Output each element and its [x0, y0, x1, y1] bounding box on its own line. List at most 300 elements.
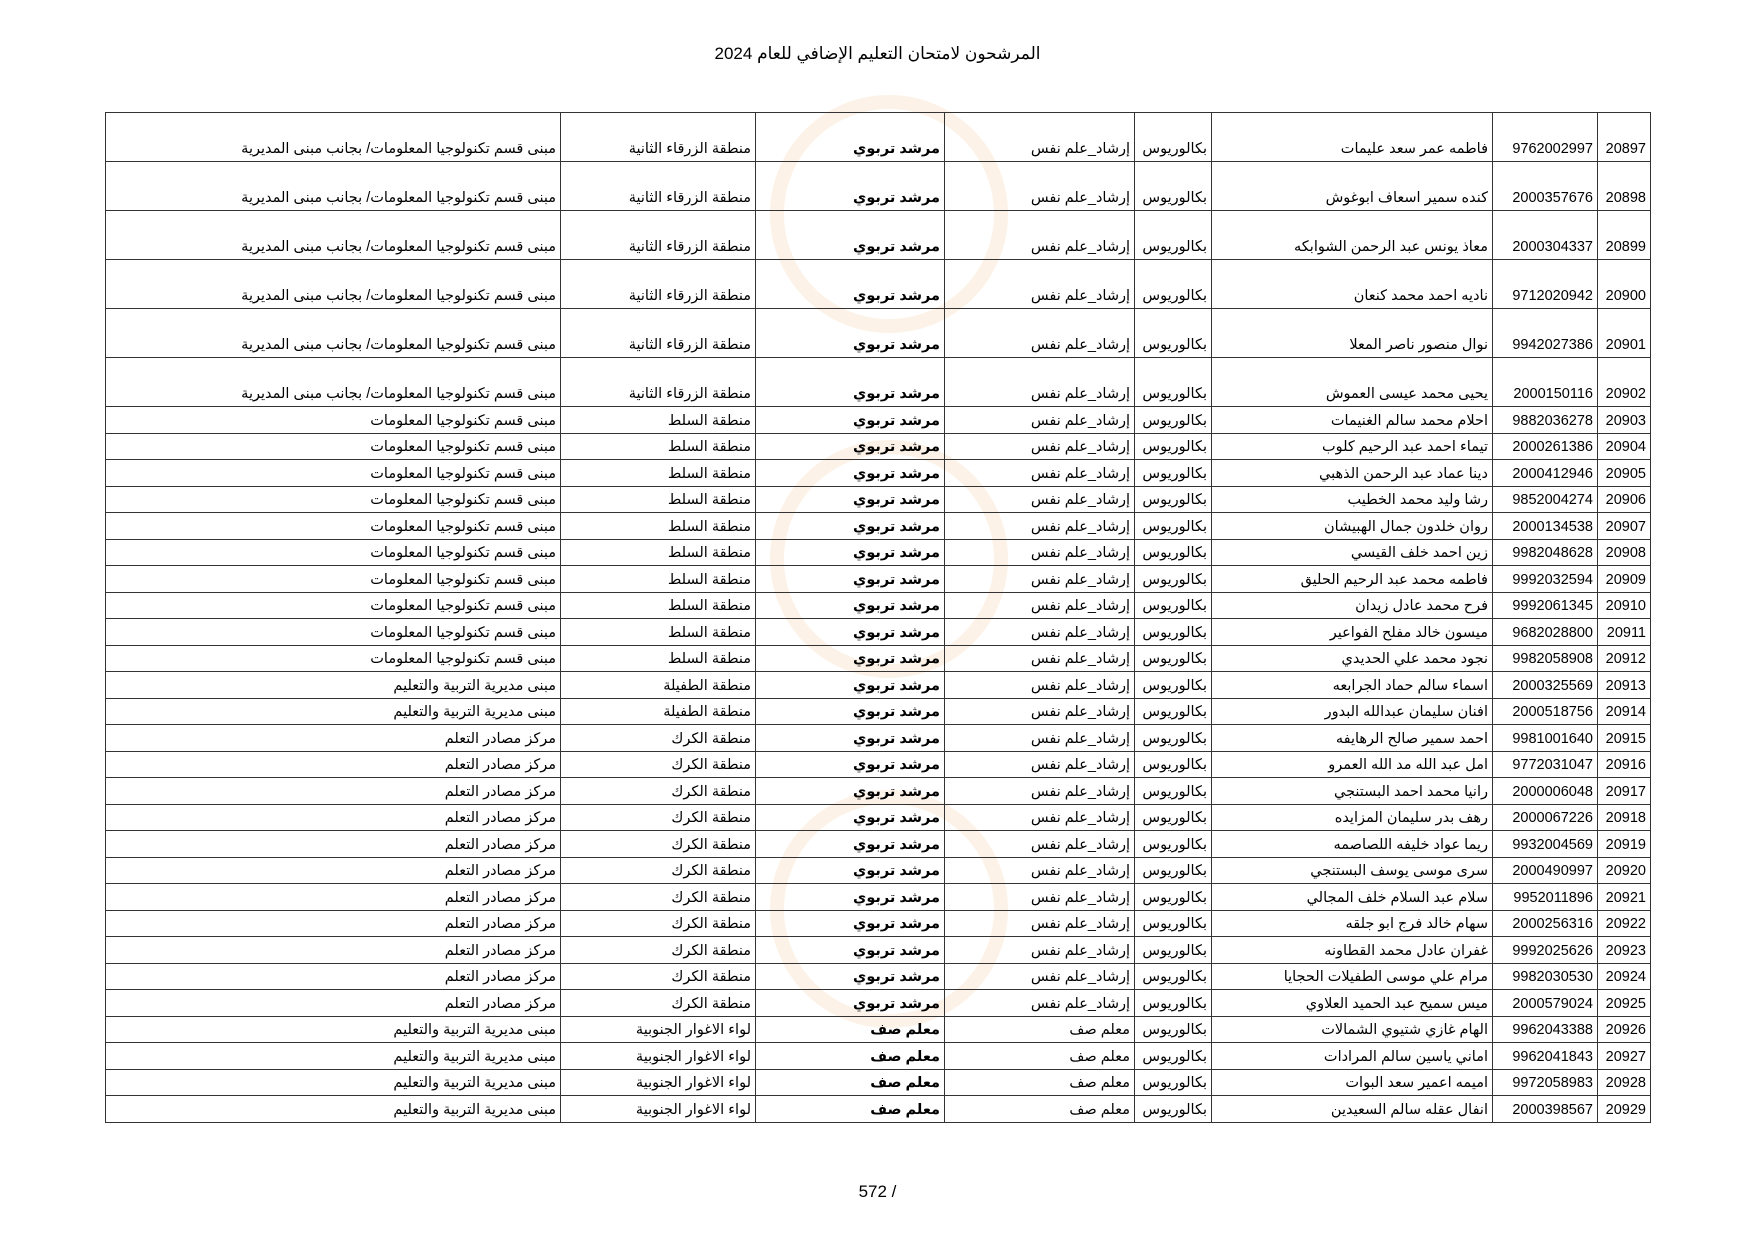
location-cell: مبنى قسم تكنولوجيا المعلومات: [106, 645, 561, 672]
table-row: [106, 857, 1651, 884]
seq-cell: 20925: [1598, 990, 1651, 1017]
name-cell: نوال منصور ناصر المعلا: [1212, 309, 1493, 358]
job-cell: مرشد تربوي: [756, 698, 945, 725]
location-cell: مبنى مديرية التربية والتعليم: [106, 1043, 561, 1070]
seq-cell: 20927: [1598, 1043, 1651, 1070]
national-id-cell: 2000256316: [1493, 910, 1598, 937]
degree-cell: بكالوريوس: [1135, 963, 1212, 990]
job-cell: مرشد تربوي: [756, 884, 945, 911]
national-id-cell: 9932004569: [1493, 831, 1598, 858]
name-cell: اماني ياسين سالم المرادات: [1212, 1043, 1493, 1070]
seq-cell: 20897: [1598, 113, 1651, 162]
location-cell: مبنى مديرية التربية والتعليم: [106, 1069, 561, 1096]
specialty-cell: إرشاد_علم نفس: [945, 113, 1135, 162]
national-id-cell: 2000412946: [1493, 460, 1598, 487]
name-cell: يحيى محمد عيسى العموش: [1212, 358, 1493, 407]
specialty-cell: معلم صف: [945, 1016, 1135, 1043]
name-cell: غفران عادل محمد القطاونه: [1212, 937, 1493, 964]
specialty-cell: إرشاد_علم نفس: [945, 778, 1135, 805]
job-cell: مرشد تربوي: [756, 162, 945, 211]
job-cell: معلم صف: [756, 1016, 945, 1043]
seq-cell: 20919: [1598, 831, 1651, 858]
location-cell: مبنى قسم تكنولوجيا المعلومات: [106, 619, 561, 646]
national-id-cell: 2000490997: [1493, 857, 1598, 884]
region-cell: منطقة الطفيلة: [561, 698, 756, 725]
table-row: [106, 831, 1651, 858]
location-cell: مبنى مديرية التربية والتعليم: [106, 672, 561, 699]
seq-cell: 20909: [1598, 566, 1651, 593]
table-row: [106, 592, 1651, 619]
location-cell: مبنى مديرية التربية والتعليم: [106, 698, 561, 725]
name-cell: ناديه احمد محمد كنعان: [1212, 260, 1493, 309]
specialty-cell: إرشاد_علم نفس: [945, 884, 1135, 911]
name-cell: تيماء احمد عبد الرحيم كلوب: [1212, 433, 1493, 460]
national-id-cell: 9852004274: [1493, 486, 1598, 513]
region-cell: منطقة الكرك: [561, 804, 756, 831]
seq-cell: 20916: [1598, 751, 1651, 778]
region-cell: منطقة الكرك: [561, 831, 756, 858]
degree-cell: بكالوريوس: [1135, 566, 1212, 593]
degree-cell: بكالوريوس: [1135, 910, 1212, 937]
national-id-cell: 2000006048: [1493, 778, 1598, 805]
job-cell: مرشد تربوي: [756, 645, 945, 672]
degree-cell: بكالوريوس: [1135, 990, 1212, 1017]
degree-cell: بكالوريوس: [1135, 778, 1212, 805]
seq-cell: 20900: [1598, 260, 1651, 309]
degree-cell: بكالوريوس: [1135, 698, 1212, 725]
name-cell: رهف بدر سليمان المزايده: [1212, 804, 1493, 831]
job-cell: معلم صف: [756, 1096, 945, 1123]
region-cell: منطقة الكرك: [561, 884, 756, 911]
location-cell: مبنى قسم تكنولوجيا المعلومات: [106, 460, 561, 487]
national-id-cell: 9962043388: [1493, 1016, 1598, 1043]
degree-cell: بكالوريوس: [1135, 433, 1212, 460]
location-cell: مركز مصادر التعلم: [106, 884, 561, 911]
job-cell: مرشد تربوي: [756, 539, 945, 566]
specialty-cell: معلم صف: [945, 1096, 1135, 1123]
seq-cell: 20926: [1598, 1016, 1651, 1043]
specialty-cell: إرشاد_علم نفس: [945, 407, 1135, 434]
specialty-cell: إرشاد_علم نفس: [945, 857, 1135, 884]
location-cell: مبنى قسم تكنولوجيا المعلومات/ بجانب مبنى المديرية: [106, 113, 561, 162]
job-cell: مرشد تربوي: [756, 963, 945, 990]
name-cell: ريما عواد خليفه اللصاصمه: [1212, 831, 1493, 858]
name-cell: نجود محمد علي الحديدي: [1212, 645, 1493, 672]
region-cell: منطقة الزرقاء الثانية: [561, 211, 756, 260]
specialty-cell: إرشاد_علم نفس: [945, 309, 1135, 358]
seq-cell: 20913: [1598, 672, 1651, 699]
region-cell: لواء الاغوار الجنوبية: [561, 1069, 756, 1096]
location-cell: مركز مصادر التعلم: [106, 751, 561, 778]
seq-cell: 20922: [1598, 910, 1651, 937]
degree-cell: بكالوريوس: [1135, 831, 1212, 858]
page-title: المرشحون لامتحان التعليم الإضافي للعام 2024: [714, 44, 1041, 63]
location-cell: مركز مصادر التعلم: [106, 857, 561, 884]
table-row: [106, 113, 1651, 162]
table-row: [106, 1069, 1651, 1096]
region-cell: منطقة الكرك: [561, 751, 756, 778]
location-cell: مركز مصادر التعلم: [106, 778, 561, 805]
degree-cell: بكالوريوس: [1135, 725, 1212, 752]
job-cell: مرشد تربوي: [756, 486, 945, 513]
location-cell: مبنى قسم تكنولوجيا المعلومات: [106, 566, 561, 593]
national-id-cell: 9992025626: [1493, 937, 1598, 964]
national-id-cell: 2000261386: [1493, 433, 1598, 460]
seq-cell: 20917: [1598, 778, 1651, 805]
region-cell: منطقة السلط: [561, 619, 756, 646]
seq-cell: 20901: [1598, 309, 1651, 358]
name-cell: رانيا محمد احمد البستنجي: [1212, 778, 1493, 805]
national-id-cell: 9982058908: [1493, 645, 1598, 672]
national-id-cell: 2000304337: [1493, 211, 1598, 260]
national-id-cell: 2000518756: [1493, 698, 1598, 725]
seq-cell: 20923: [1598, 937, 1651, 964]
specialty-cell: إرشاد_علم نفس: [945, 804, 1135, 831]
national-id-cell: 9772031047: [1493, 751, 1598, 778]
region-cell: منطقة السلط: [561, 592, 756, 619]
degree-cell: بكالوريوس: [1135, 211, 1212, 260]
table-row: [106, 1096, 1651, 1123]
national-id-cell: 9882036278: [1493, 407, 1598, 434]
name-cell: الهام غازي شتيوي الشمالات: [1212, 1016, 1493, 1043]
national-id-cell: 2000325569: [1493, 672, 1598, 699]
region-cell: منطقة السلط: [561, 460, 756, 487]
name-cell: زين احمد خلف القيسي: [1212, 539, 1493, 566]
region-cell: منطقة الكرك: [561, 725, 756, 752]
name-cell: انفال عقله سالم السعيدين: [1212, 1096, 1493, 1123]
specialty-cell: إرشاد_علم نفس: [945, 751, 1135, 778]
table-row: [106, 513, 1651, 540]
degree-cell: بكالوريوس: [1135, 1069, 1212, 1096]
job-cell: مرشد تربوي: [756, 592, 945, 619]
degree-cell: بكالوريوس: [1135, 592, 1212, 619]
seq-cell: 20905: [1598, 460, 1651, 487]
table-row: [106, 725, 1651, 752]
specialty-cell: إرشاد_علم نفس: [945, 672, 1135, 699]
degree-cell: بكالوريوس: [1135, 113, 1212, 162]
name-cell: اميمه اعمير سعد البوات: [1212, 1069, 1493, 1096]
location-cell: مبنى قسم تكنولوجيا المعلومات: [106, 539, 561, 566]
name-cell: سرى موسى يوسف البستنجي: [1212, 857, 1493, 884]
name-cell: ميسون خالد مفلح الفواعير: [1212, 619, 1493, 646]
seq-cell: 20918: [1598, 804, 1651, 831]
national-id-cell: 2000579024: [1493, 990, 1598, 1017]
specialty-cell: إرشاد_علم نفس: [945, 725, 1135, 752]
degree-cell: بكالوريوس: [1135, 1043, 1212, 1070]
table-row: [106, 884, 1651, 911]
page-number: 572 /: [858, 1182, 897, 1201]
degree-cell: بكالوريوس: [1135, 645, 1212, 672]
job-cell: مرشد تربوي: [756, 433, 945, 460]
region-cell: لواء الاغوار الجنوبية: [561, 1043, 756, 1070]
name-cell: فاطمه عمر سعد عليمات: [1212, 113, 1493, 162]
name-cell: ميس سميح عبد الحميد العلاوي: [1212, 990, 1493, 1017]
national-id-cell: 9952011896: [1493, 884, 1598, 911]
seq-cell: 20928: [1598, 1069, 1651, 1096]
national-id-cell: 9992061345: [1493, 592, 1598, 619]
table-row: [106, 937, 1651, 964]
degree-cell: بكالوريوس: [1135, 804, 1212, 831]
specialty-cell: إرشاد_علم نفس: [945, 162, 1135, 211]
region-cell: منطقة الكرك: [561, 857, 756, 884]
table-row: [106, 619, 1651, 646]
table-row: [106, 566, 1651, 593]
region-cell: منطقة الكرك: [561, 778, 756, 805]
job-cell: مرشد تربوي: [756, 778, 945, 805]
degree-cell: بكالوريوس: [1135, 460, 1212, 487]
seq-cell: 20902: [1598, 358, 1651, 407]
specialty-cell: إرشاد_علم نفس: [945, 566, 1135, 593]
job-cell: مرشد تربوي: [756, 990, 945, 1017]
degree-cell: بكالوريوس: [1135, 1096, 1212, 1123]
region-cell: منطقة السلط: [561, 407, 756, 434]
region-cell: منطقة الكرك: [561, 990, 756, 1017]
degree-cell: بكالوريوس: [1135, 407, 1212, 434]
degree-cell: بكالوريوس: [1135, 513, 1212, 540]
job-cell: مرشد تربوي: [756, 460, 945, 487]
location-cell: مبنى قسم تكنولوجيا المعلومات/ بجانب مبنى المديرية: [106, 260, 561, 309]
location-cell: مركز مصادر التعلم: [106, 910, 561, 937]
table-row: [106, 778, 1651, 805]
national-id-cell: 2000067226: [1493, 804, 1598, 831]
location-cell: مركز مصادر التعلم: [106, 804, 561, 831]
seq-cell: 20908: [1598, 539, 1651, 566]
national-id-cell: 9982030530: [1493, 963, 1598, 990]
job-cell: مرشد تربوي: [756, 619, 945, 646]
specialty-cell: إرشاد_علم نفس: [945, 260, 1135, 309]
name-cell: اسماء سالم حماد الجرابعه: [1212, 672, 1493, 699]
region-cell: منطقة السلط: [561, 566, 756, 593]
job-cell: مرشد تربوي: [756, 937, 945, 964]
job-cell: مرشد تربوي: [756, 513, 945, 540]
table-row: [106, 672, 1651, 699]
region-cell: منطقة الكرك: [561, 937, 756, 964]
table-row: [106, 1016, 1651, 1043]
table-row: [106, 910, 1651, 937]
table-row: [106, 990, 1651, 1017]
region-cell: منطقة الزرقاء الثانية: [561, 260, 756, 309]
degree-cell: بكالوريوس: [1135, 1016, 1212, 1043]
seq-cell: 20921: [1598, 884, 1651, 911]
name-cell: افنان سليمان عبدالله البدور: [1212, 698, 1493, 725]
national-id-cell: 9962041843: [1493, 1043, 1598, 1070]
degree-cell: بكالوريوس: [1135, 539, 1212, 566]
specialty-cell: إرشاد_علم نفس: [945, 963, 1135, 990]
national-id-cell: 9981001640: [1493, 725, 1598, 752]
name-cell: احلام محمد سالم الغنيمات: [1212, 407, 1493, 434]
table-row: [106, 162, 1651, 211]
table-row: [106, 211, 1651, 260]
seq-cell: 20914: [1598, 698, 1651, 725]
table-row: [106, 260, 1651, 309]
specialty-cell: إرشاد_علم نفس: [945, 539, 1135, 566]
region-cell: منطقة الكرك: [561, 910, 756, 937]
degree-cell: بكالوريوس: [1135, 358, 1212, 407]
location-cell: مركز مصادر التعلم: [106, 725, 561, 752]
degree-cell: بكالوريوس: [1135, 937, 1212, 964]
job-cell: معلم صف: [756, 1069, 945, 1096]
specialty-cell: معلم صف: [945, 1043, 1135, 1070]
national-id-cell: 9712020942: [1493, 260, 1598, 309]
job-cell: مرشد تربوي: [756, 831, 945, 858]
name-cell: سهام خالد فرج ابو جلقه: [1212, 910, 1493, 937]
name-cell: فاطمه محمد عبد الرحيم الحليق: [1212, 566, 1493, 593]
national-id-cell: 9682028800: [1493, 619, 1598, 646]
table-row: [106, 645, 1651, 672]
location-cell: مركز مصادر التعلم: [106, 990, 561, 1017]
seq-cell: 20903: [1598, 407, 1651, 434]
table-row: [106, 698, 1651, 725]
name-cell: روان خلدون جمال الهبيشان: [1212, 513, 1493, 540]
degree-cell: بكالوريوس: [1135, 672, 1212, 699]
national-id-cell: 9982048628: [1493, 539, 1598, 566]
table-row: [106, 539, 1651, 566]
seq-cell: 20915: [1598, 725, 1651, 752]
job-cell: مرشد تربوي: [756, 857, 945, 884]
specialty-cell: إرشاد_علم نفس: [945, 211, 1135, 260]
degree-cell: بكالوريوس: [1135, 884, 1212, 911]
table-row: [106, 433, 1651, 460]
degree-cell: بكالوريوس: [1135, 619, 1212, 646]
seq-cell: 20911: [1598, 619, 1651, 646]
region-cell: منطقة الطفيلة: [561, 672, 756, 699]
job-cell: مرشد تربوي: [756, 566, 945, 593]
specialty-cell: إرشاد_علم نفس: [945, 486, 1135, 513]
job-cell: مرشد تربوي: [756, 672, 945, 699]
job-cell: مرشد تربوي: [756, 751, 945, 778]
job-cell: مرشد تربوي: [756, 407, 945, 434]
national-id-cell: 2000134538: [1493, 513, 1598, 540]
location-cell: مبنى قسم تكنولوجيا المعلومات/ بجانب مبنى المديرية: [106, 211, 561, 260]
location-cell: مبنى قسم تكنولوجيا المعلومات: [106, 407, 561, 434]
job-cell: مرشد تربوي: [756, 309, 945, 358]
specialty-cell: إرشاد_علم نفس: [945, 937, 1135, 964]
table-row: [106, 407, 1651, 434]
table-row: [106, 460, 1651, 487]
region-cell: لواء الاغوار الجنوبية: [561, 1096, 756, 1123]
specialty-cell: إرشاد_علم نفس: [945, 645, 1135, 672]
job-cell: مرشد تربوي: [756, 804, 945, 831]
seq-cell: 20912: [1598, 645, 1651, 672]
national-id-cell: 9942027386: [1493, 309, 1598, 358]
seq-cell: 20899: [1598, 211, 1651, 260]
national-id-cell: 9972058983: [1493, 1069, 1598, 1096]
location-cell: مبنى مديرية التربية والتعليم: [106, 1016, 561, 1043]
national-id-cell: 2000357676: [1493, 162, 1598, 211]
candidates-table: [105, 112, 1651, 1123]
region-cell: منطقة الزرقاء الثانية: [561, 162, 756, 211]
job-cell: مرشد تربوي: [756, 113, 945, 162]
job-cell: مرشد تربوي: [756, 260, 945, 309]
table-row: [106, 804, 1651, 831]
job-cell: مرشد تربوي: [756, 725, 945, 752]
name-cell: مرام علي موسى الطفيلات الحجايا: [1212, 963, 1493, 990]
location-cell: مبنى قسم تكنولوجيا المعلومات/ بجانب مبنى المديرية: [106, 162, 561, 211]
seq-cell: 20924: [1598, 963, 1651, 990]
seq-cell: 20929: [1598, 1096, 1651, 1123]
specialty-cell: إرشاد_علم نفس: [945, 619, 1135, 646]
location-cell: مبنى قسم تكنولوجيا المعلومات: [106, 513, 561, 540]
specialty-cell: إرشاد_علم نفس: [945, 513, 1135, 540]
region-cell: منطقة الزرقاء الثانية: [561, 309, 756, 358]
seq-cell: 20906: [1598, 486, 1651, 513]
region-cell: منطقة الكرك: [561, 963, 756, 990]
region-cell: منطقة السلط: [561, 486, 756, 513]
table-row: [106, 1043, 1651, 1070]
location-cell: مبنى قسم تكنولوجيا المعلومات/ بجانب مبنى المديرية: [106, 358, 561, 407]
location-cell: مبنى قسم تكنولوجيا المعلومات: [106, 486, 561, 513]
name-cell: رشا وليد محمد الخطيب: [1212, 486, 1493, 513]
name-cell: امل عبد الله مد الله العمرو: [1212, 751, 1493, 778]
specialty-cell: إرشاد_علم نفس: [945, 433, 1135, 460]
region-cell: لواء الاغوار الجنوبية: [561, 1016, 756, 1043]
degree-cell: بكالوريوس: [1135, 751, 1212, 778]
table-row: [106, 358, 1651, 407]
specialty-cell: إرشاد_علم نفس: [945, 698, 1135, 725]
job-cell: معلم صف: [756, 1043, 945, 1070]
seq-cell: 20910: [1598, 592, 1651, 619]
region-cell: منطقة السلط: [561, 433, 756, 460]
job-cell: مرشد تربوي: [756, 358, 945, 407]
seq-cell: 20904: [1598, 433, 1651, 460]
location-cell: مركز مصادر التعلم: [106, 963, 561, 990]
region-cell: منطقة السلط: [561, 645, 756, 672]
location-cell: مركز مصادر التعلم: [106, 937, 561, 964]
national-id-cell: 2000150116: [1493, 358, 1598, 407]
degree-cell: بكالوريوس: [1135, 260, 1212, 309]
job-cell: مرشد تربوي: [756, 211, 945, 260]
region-cell: منطقة السلط: [561, 539, 756, 566]
degree-cell: بكالوريوس: [1135, 857, 1212, 884]
region-cell: منطقة الزرقاء الثانية: [561, 113, 756, 162]
specialty-cell: إرشاد_علم نفس: [945, 831, 1135, 858]
job-cell: مرشد تربوي: [756, 910, 945, 937]
specialty-cell: إرشاد_علم نفس: [945, 910, 1135, 937]
degree-cell: بكالوريوس: [1135, 309, 1212, 358]
degree-cell: بكالوريوس: [1135, 162, 1212, 211]
seq-cell: 20907: [1598, 513, 1651, 540]
name-cell: معاذ يونس عبد الرحمن الشوابكه: [1212, 211, 1493, 260]
national-id-cell: 9762002997: [1493, 113, 1598, 162]
location-cell: مبنى قسم تكنولوجيا المعلومات: [106, 433, 561, 460]
location-cell: مبنى مديرية التربية والتعليم: [106, 1096, 561, 1123]
name-cell: سلام عبد السلام خلف المجالي: [1212, 884, 1493, 911]
name-cell: فرح محمد عادل زيدان: [1212, 592, 1493, 619]
specialty-cell: معلم صف: [945, 1069, 1135, 1096]
region-cell: منطقة الزرقاء الثانية: [561, 358, 756, 407]
national-id-cell: 2000398567: [1493, 1096, 1598, 1123]
table-row: [106, 486, 1651, 513]
seq-cell: 20898: [1598, 162, 1651, 211]
table-row: [106, 751, 1651, 778]
degree-cell: بكالوريوس: [1135, 486, 1212, 513]
specialty-cell: إرشاد_علم نفس: [945, 460, 1135, 487]
location-cell: مبنى قسم تكنولوجيا المعلومات/ بجانب مبنى المديرية: [106, 309, 561, 358]
name-cell: كنده سمير اسعاف ابوغوش: [1212, 162, 1493, 211]
name-cell: احمد سمير صالح الرهايفه: [1212, 725, 1493, 752]
name-cell: دينا عماد عبد الرحمن الذهبي: [1212, 460, 1493, 487]
specialty-cell: إرشاد_علم نفس: [945, 358, 1135, 407]
location-cell: مبنى قسم تكنولوجيا المعلومات: [106, 592, 561, 619]
table-row: [106, 963, 1651, 990]
region-cell: منطقة السلط: [561, 513, 756, 540]
national-id-cell: 9992032594: [1493, 566, 1598, 593]
specialty-cell: إرشاد_علم نفس: [945, 592, 1135, 619]
specialty-cell: إرشاد_علم نفس: [945, 990, 1135, 1017]
seq-cell: 20920: [1598, 857, 1651, 884]
location-cell: مركز مصادر التعلم: [106, 831, 561, 858]
table-row: [106, 309, 1651, 358]
